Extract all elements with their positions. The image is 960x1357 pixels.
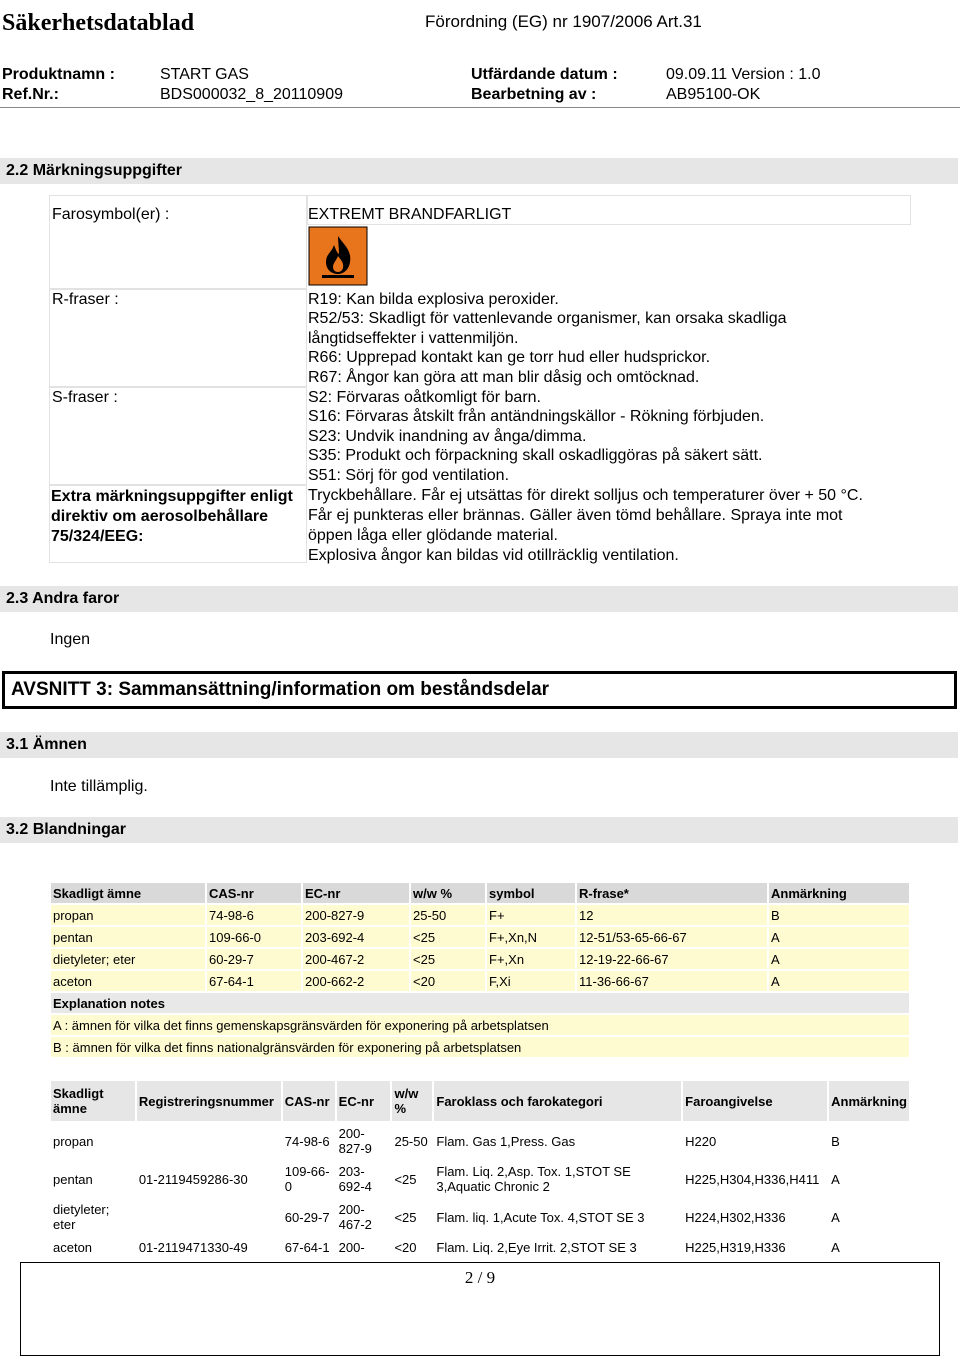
table-cell: 200- bbox=[337, 1237, 391, 1257]
s-phrase: S2: Förvaras oåtkomligt för barn. bbox=[308, 389, 541, 406]
product-value: START GAS bbox=[160, 66, 249, 83]
table-cell: aceton bbox=[51, 1237, 135, 1257]
table-cell: H224,H302,H336 bbox=[683, 1199, 827, 1235]
table-cell: pentan bbox=[51, 1161, 135, 1197]
table-cell: 67-64-1 bbox=[283, 1237, 335, 1257]
s-phrases-label: S-fraser : bbox=[52, 389, 118, 406]
column-header: w/w % bbox=[392, 1081, 432, 1121]
table-cell: 200-827-9 bbox=[303, 905, 409, 925]
table-cell: 01-2119459286-30 bbox=[137, 1161, 281, 1197]
table-cell: Flam. Liq. 2,Asp. Tox. 1,STOT SE 3,Aquatic Chronic 2 bbox=[434, 1161, 681, 1197]
table-cell: F,Xi bbox=[487, 971, 575, 991]
table-cell: 203-692-4 bbox=[337, 1161, 391, 1197]
edited-label: Bearbetning av : bbox=[471, 86, 597, 103]
note-text: B : ämnen för vilka det finns nationalgränsvärden för exponering på arbetsplatsen bbox=[51, 1037, 909, 1057]
table-cell: F+,Xn,N bbox=[487, 927, 575, 947]
table-row bbox=[51, 927, 909, 947]
section-3-2-heading: 3.2 Blandningar bbox=[0, 817, 958, 843]
column-header: Faroklass och farokategori bbox=[434, 1081, 681, 1121]
column-header: EC-nr bbox=[303, 883, 409, 903]
components-table-dsd bbox=[49, 881, 911, 1059]
table-row bbox=[51, 971, 909, 991]
table-cell: propan bbox=[51, 1123, 135, 1159]
table-cell: <25 bbox=[411, 949, 485, 969]
table-cell: A bbox=[829, 1161, 909, 1197]
table-cell: 12 bbox=[577, 905, 767, 925]
column-header: symbol bbox=[487, 883, 575, 903]
table-row bbox=[51, 1161, 909, 1197]
notes-header-row bbox=[51, 993, 909, 1013]
note-text: A : ämnen för vilka det finns gemenskapsgränsvärden för exponering på arbetsplatsen bbox=[51, 1015, 909, 1035]
table-header-row bbox=[51, 1081, 909, 1121]
edited-value: AB95100-OK bbox=[666, 86, 761, 103]
table-cell: Flam. Gas 1,Press. Gas bbox=[434, 1123, 681, 1159]
table-cell bbox=[137, 1199, 281, 1235]
table-cell: 200-662-2 bbox=[303, 971, 409, 991]
table-cell: 01-2119471330-49 bbox=[137, 1237, 281, 1257]
table-cell: 60-29-7 bbox=[207, 949, 301, 969]
s-phrase: S51: Sörj för god ventilation. bbox=[308, 466, 510, 484]
s-phrase: S16: Förvaras åtskilt från antändningskällor - Rökning förbjuden. bbox=[308, 408, 765, 426]
section-3-1-heading: 3.1 Ämnen bbox=[0, 732, 958, 758]
notes-heading: Explanation notes bbox=[51, 993, 909, 1013]
table-cell: <25 bbox=[392, 1161, 432, 1197]
product-label: Produktnamn : bbox=[2, 66, 115, 83]
document-title: Säkerhetsdatablad bbox=[2, 10, 195, 36]
hazard-symbol-value: EXTREMT BRANDFARLIGT bbox=[308, 206, 512, 223]
table-cell: <20 bbox=[411, 971, 485, 991]
column-header: Faroangivelse bbox=[683, 1081, 827, 1121]
table-cell: F+,Xn bbox=[487, 949, 575, 969]
r-phrase: R52/53: Skadligt för vattenlevande organismer, kan orsaka skadliga bbox=[308, 310, 787, 328]
table-cell: propan bbox=[51, 905, 205, 925]
column-header: CAS-nr bbox=[207, 883, 301, 903]
table-cell: 74-98-6 bbox=[207, 905, 301, 925]
note-row bbox=[51, 1037, 909, 1057]
extra-labelling-label-cell bbox=[49, 485, 307, 563]
table-cell: 67-64-1 bbox=[207, 971, 301, 991]
table-cell: 200-467-2 bbox=[303, 949, 409, 969]
table-cell: dietyleter; eter bbox=[51, 949, 205, 969]
table-cell: 60-29-7 bbox=[283, 1199, 335, 1235]
table-cell: 25-50 bbox=[392, 1123, 432, 1159]
hazard-symbol-label-cell bbox=[49, 195, 307, 289]
column-header: CAS-nr bbox=[283, 1081, 335, 1121]
r-phrase: långtidseffekter i vattenmiljön. bbox=[308, 329, 519, 347]
table-cell: 74-98-6 bbox=[283, 1123, 335, 1159]
r-phrases-list bbox=[308, 290, 787, 387]
column-header: EC-nr bbox=[337, 1081, 391, 1121]
page-number: 2 / 9 bbox=[464, 1268, 496, 1287]
table-cell: <25 bbox=[411, 927, 485, 947]
section-3-title: AVSNITT 3: Sammansättning/information om beståndsdelar bbox=[2, 671, 957, 709]
extra-labelling-text: Tryckbehållare. Får ej utsättas för direkt solljus och temperaturer över + 50 °C. Får ej punkteras eller brännas. Gäller även tömd behållare. Spraya inte mot öppen låga eller glödande material. Explosiva ångor kan bildas vid otillräcklig ventilation. bbox=[308, 487, 863, 564]
s-phrase: S23: Undvik inandning av ånga/dimma. bbox=[308, 427, 587, 445]
table-cell: 200-467-2 bbox=[337, 1199, 391, 1235]
issued-label: Utfärdande datum : bbox=[471, 66, 618, 83]
table-cell: 25-50 bbox=[411, 905, 485, 925]
s-phrases-label-cell bbox=[49, 387, 307, 485]
table-cell: Flam. Liq. 2,Eye Irrit. 2,STOT SE 3 bbox=[434, 1237, 681, 1257]
ref-value: BDS000032_8_20110909 bbox=[160, 86, 343, 103]
table-cell: H225,H319,H336 bbox=[683, 1237, 827, 1257]
table-cell: dietyleter; eter bbox=[51, 1199, 135, 1235]
section-2-3-heading: 2.3 Andra faror bbox=[0, 586, 958, 612]
table-cell bbox=[137, 1123, 281, 1159]
table-cell: A bbox=[829, 1237, 909, 1257]
table-cell: aceton bbox=[51, 971, 205, 991]
flammable-flame-icon bbox=[308, 226, 368, 286]
table-cell: 109-66-0 bbox=[207, 927, 301, 947]
table-cell: <20 bbox=[392, 1237, 432, 1257]
table-header-row bbox=[51, 883, 909, 903]
ref-label: Ref.Nr.: bbox=[2, 86, 59, 103]
table-cell: Flam. liq. 1,Acute Tox. 4,STOT SE 3 bbox=[434, 1199, 681, 1235]
table-cell: 11-36-66-67 bbox=[577, 971, 767, 991]
note-row bbox=[51, 1015, 909, 1035]
table-cell: 200-827-9 bbox=[337, 1123, 391, 1159]
table-row bbox=[51, 1123, 909, 1159]
hazard-symbol-value-cell bbox=[307, 195, 911, 225]
r-phrase: R19: Kan bilda explosiva peroxider. bbox=[308, 291, 559, 308]
r-phrases-label-cell bbox=[49, 289, 307, 387]
header-divider bbox=[0, 107, 960, 108]
table-cell: 203-692-4 bbox=[303, 927, 409, 947]
column-header: Anmärkning bbox=[769, 883, 909, 903]
extra-labelling-label: Extra märkningsuppgifter enligt direktiv om aerosolbehållare 75/324/EEG: bbox=[51, 488, 293, 545]
table-cell: A bbox=[769, 971, 909, 991]
table-cell: 12-19-22-66-67 bbox=[577, 949, 767, 969]
table-cell: A bbox=[769, 949, 909, 969]
r-phrase: R66: Upprepad kontakt kan ge torr hud eller hudsprickor. bbox=[308, 349, 711, 367]
section-3-1-text: Inte tillämplig. bbox=[50, 778, 148, 795]
column-header: Anmärkning bbox=[829, 1081, 909, 1121]
column-header: w/w % bbox=[411, 883, 485, 903]
table-row bbox=[51, 1237, 909, 1257]
hazard-symbol-label: Farosymbol(er) : bbox=[52, 206, 170, 223]
section-2-2-heading: 2.2 Märkningsuppgifter bbox=[0, 158, 958, 184]
s-phrase: S35: Produkt och förpackning skall oskadliggöras på säkert sätt. bbox=[308, 447, 763, 465]
table-row bbox=[51, 1199, 909, 1235]
table-row bbox=[51, 949, 909, 969]
regulation-reference: Förordning (EG) nr 1907/2006 Art.31 bbox=[425, 12, 702, 31]
section-2-3-text: Ingen bbox=[50, 631, 91, 648]
column-header: Registreringsnummer bbox=[137, 1081, 281, 1121]
table-row bbox=[51, 905, 909, 925]
table-cell: B bbox=[829, 1123, 909, 1159]
table-cell: A bbox=[829, 1199, 909, 1235]
column-header: R-frase* bbox=[577, 883, 767, 903]
table-cell: 109-66-0 bbox=[283, 1161, 335, 1197]
column-header: Skadligt ämne bbox=[51, 883, 205, 903]
table-cell: H220 bbox=[683, 1123, 827, 1159]
r-phrase: R67: Ångor kan göra att man blir dåsig och omtöcknad. bbox=[308, 368, 700, 386]
table-cell: F+ bbox=[487, 905, 575, 925]
table-cell: pentan bbox=[51, 927, 205, 947]
table-cell: B bbox=[769, 905, 909, 925]
r-phrases-label: R-fraser : bbox=[52, 291, 119, 308]
table-cell: <25 bbox=[392, 1199, 432, 1235]
components-table-clp bbox=[49, 1079, 911, 1259]
table-cell: A bbox=[769, 927, 909, 947]
column-header: Skadligt ämne bbox=[51, 1081, 135, 1121]
table-cell: 12-51/53-65-66-67 bbox=[577, 927, 767, 947]
table-cell: H225,H304,H336,H411 bbox=[683, 1161, 827, 1197]
issued-value: 09.09.11 Version : 1.0 bbox=[666, 66, 821, 83]
s-phrases-list bbox=[308, 388, 764, 485]
